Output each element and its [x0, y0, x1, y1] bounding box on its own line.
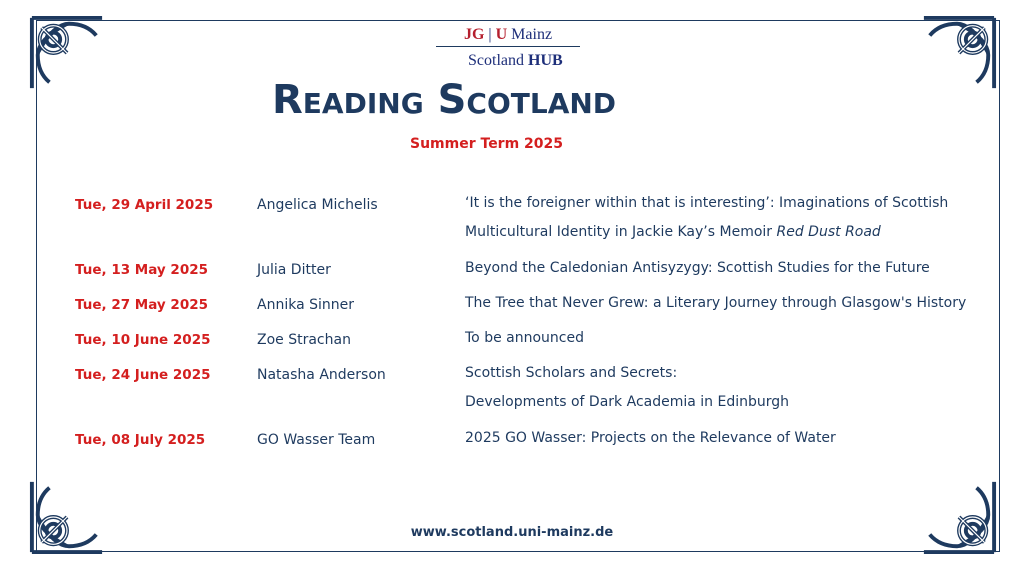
logo-mainz: Mainz	[507, 26, 553, 43]
event-title: Beyond the Caledonian Antisyzygy: Scottish Studies for the Future	[465, 260, 930, 276]
event-row	[0, 195, 1024, 240]
event-speaker: Annika Sinner	[257, 297, 354, 313]
event-title: The Tree that Never Grew: a Literary Journey through Glasgow's History	[465, 295, 967, 311]
logo-jg: JG	[463, 26, 485, 43]
event-title: To be announced	[465, 330, 584, 346]
university-logo	[436, 26, 580, 47]
event-date: Tue, 08 July 2025	[75, 432, 206, 448]
event-speaker: GO Wasser Team	[257, 432, 376, 448]
event-row	[0, 365, 1024, 410]
event-row	[0, 262, 1024, 292]
event-row	[0, 332, 1024, 362]
page-title: Reading Scotland	[272, 77, 617, 123]
event-title	[465, 189, 948, 247]
event-speaker: Zoe Strachan	[257, 332, 351, 348]
event-title-book: Red Dust Road	[776, 224, 881, 240]
logo-hub-prefix: Scotland	[468, 52, 528, 69]
event-title	[465, 359, 789, 417]
event-date: Tue, 10 June 2025	[75, 332, 211, 348]
celtic-knot-icon	[920, 14, 998, 92]
event-date: Tue, 29 April 2025	[75, 197, 214, 213]
event-date: Tue, 24 June 2025	[75, 367, 211, 383]
celtic-knot-icon	[28, 478, 106, 556]
website-link[interactable]: www.scotland.uni-mainz.de	[410, 525, 614, 540]
term-label: Summer Term 2025	[410, 136, 564, 152]
event-speaker: Julia Ditter	[257, 262, 331, 278]
event-title-line2-text: Multicultural Identity in Jackie Kay’s Memoir	[465, 224, 777, 240]
logo-u: U	[495, 26, 508, 43]
event-title-line2: Developments of Dark Academia in Edinburgh	[465, 394, 790, 410]
event-title: 2025 GO Wasser: Projects on the Relevance of Water	[465, 430, 836, 446]
event-row	[0, 432, 1024, 462]
event-row	[0, 297, 1024, 327]
event-title-line1: Scottish Scholars and Secrets:	[465, 365, 678, 381]
celtic-knot-icon	[28, 14, 106, 92]
event-date: Tue, 27 May 2025	[75, 297, 209, 313]
scotland-hub-logo	[468, 52, 563, 70]
event-title-line2	[465, 218, 948, 247]
event-speaker: Angelica Michelis	[257, 197, 378, 213]
event-date: Tue, 13 May 2025	[75, 262, 209, 278]
logo-separator: |	[484, 26, 496, 43]
logo-hub: HUB	[528, 52, 563, 69]
event-speaker: Natasha Anderson	[257, 367, 386, 383]
celtic-knot-icon	[920, 478, 998, 556]
event-title-line1: ‘It is the foreigner within that is interesting’: Imaginations of Scottish	[465, 195, 949, 211]
